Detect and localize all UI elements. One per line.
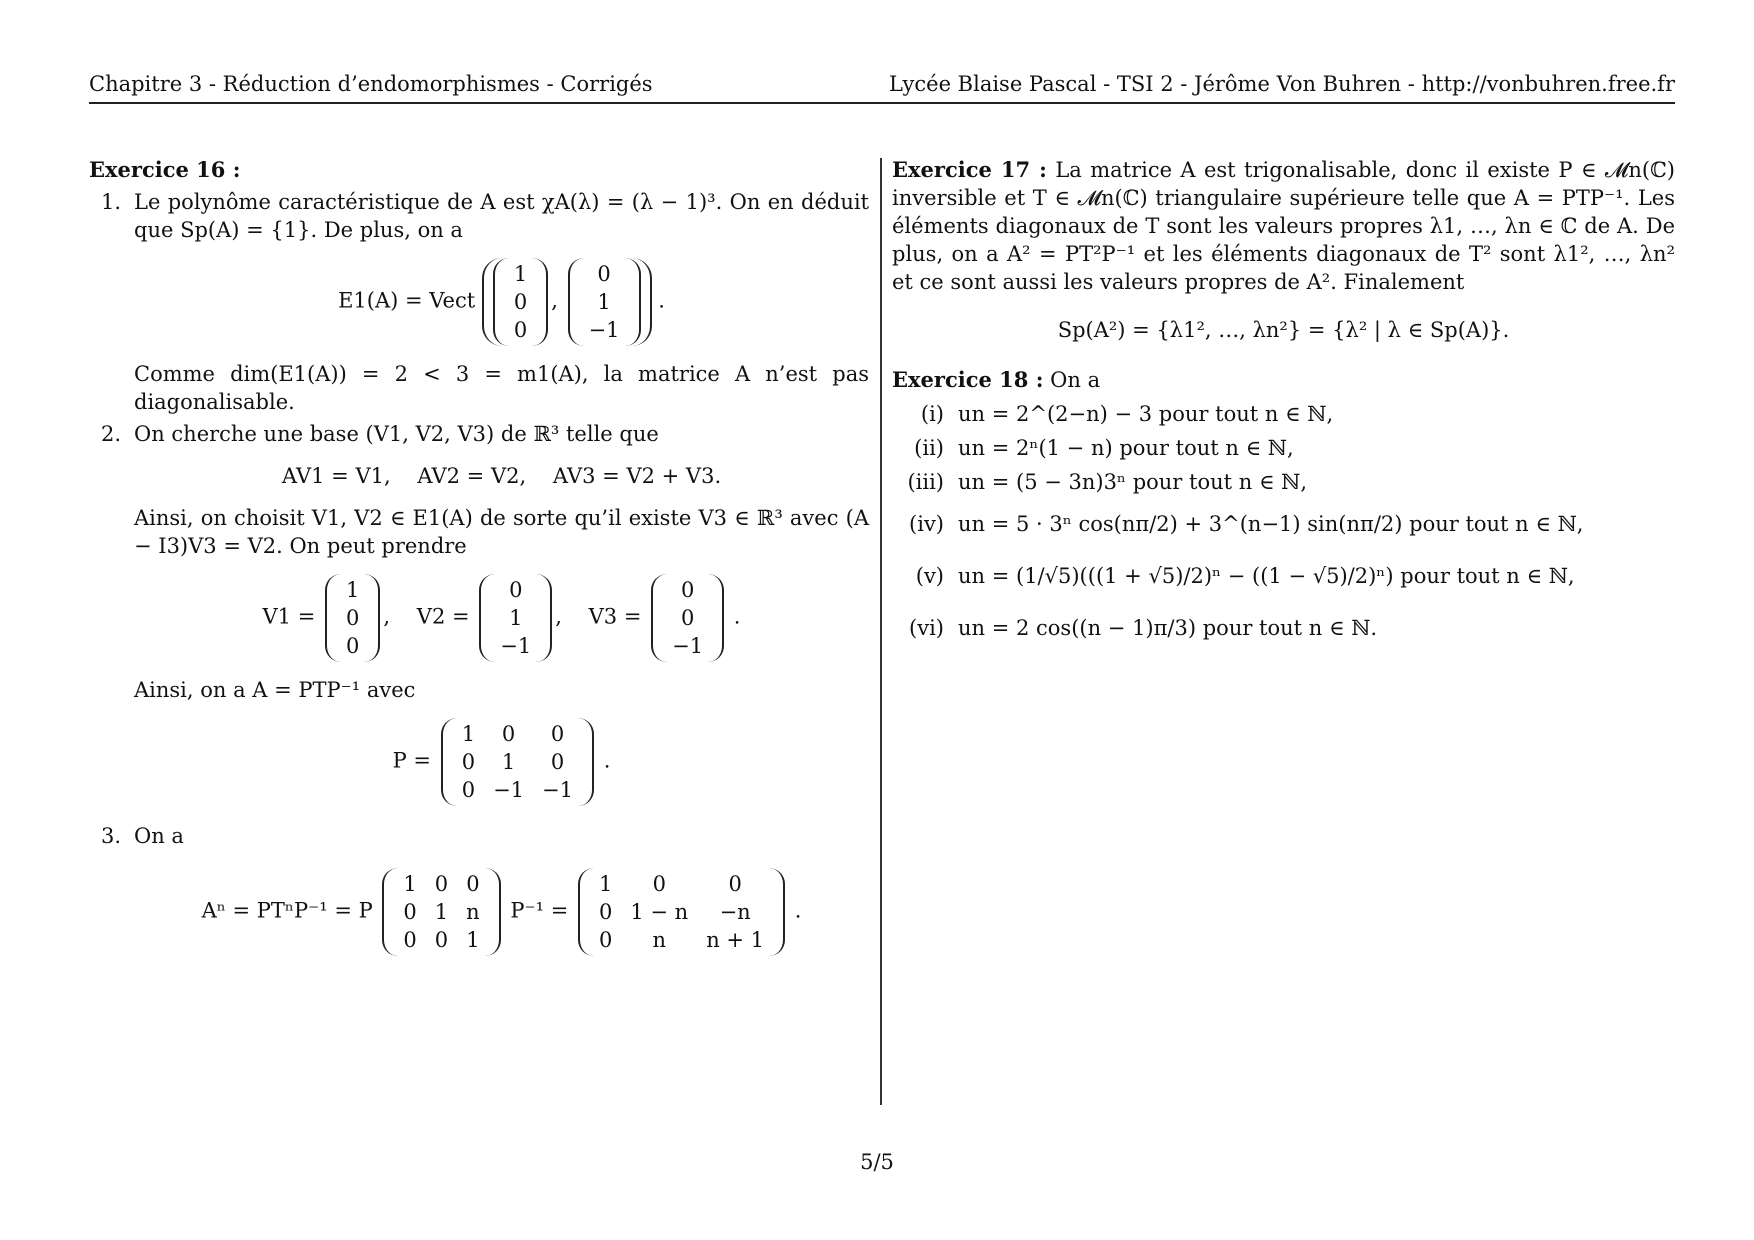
matrix-cell: 0 <box>466 872 480 896</box>
eigenvector-1 <box>493 258 548 346</box>
header-chapter-title: Chapitre 3 - Réduction d’endomorphismes - Corrigés <box>89 72 653 96</box>
ex16-item-1-number: 1. <box>101 190 122 214</box>
matrix-cell: 0 <box>501 722 516 746</box>
basis-equations: AV1 = V1, AV2 = V2, AV3 = V2 + V3. <box>281 464 722 488</box>
matrix-cell: −1 <box>588 318 620 342</box>
vector-v2 <box>479 574 552 662</box>
ex18-item-number: (vi) <box>909 616 944 640</box>
matrix-cell: 1 <box>434 900 449 924</box>
matrix-tn <box>382 868 500 956</box>
matrix-cell: n <box>466 900 480 924</box>
ex16-item-2-text: On cherche une base (V1, V2, V3) de ℝ³ telle que <box>134 422 659 446</box>
matrix-cell: 0 <box>509 578 523 602</box>
ex16-item-3 <box>89 822 869 956</box>
ex16-item-1-conclusion: Comme dim(E1(A)) = 2 < 3 = m1(A), la matrice A n’est pas diagonalisable. <box>134 362 869 414</box>
ex18-block <box>892 366 1675 394</box>
matrix-cell: n <box>652 928 667 952</box>
page-header <box>89 72 1675 104</box>
matrix-cell: 0 <box>598 928 613 952</box>
ex18-item-formula: un = 5 · 3ⁿ cos(nπ/2) + 3^(n−1) sin(nπ/2) pour tout n ∈ ℕ, <box>958 512 1584 536</box>
matrix-cell: 1 <box>598 872 613 896</box>
matrix-cell: 0 <box>680 578 695 602</box>
ex16-item-1 <box>89 188 869 416</box>
matrix-cell: 0 <box>598 900 613 924</box>
ex16-item-3-text: On a <box>134 824 184 848</box>
ex18-item-i <box>892 400 1675 430</box>
matrix-cell: 0 <box>346 606 360 630</box>
ex16-item-2-choice: Ainsi, on choisit V1, V2 ∈ E1(A) de sorte qu’il existe V3 ∈ ℝ³ avec (A − I3)V3 = V2. On peut prendre <box>134 506 869 558</box>
ex18-item-formula: un = (5 − 3n)3ⁿ pour tout n ∈ ℕ, <box>958 470 1308 494</box>
matrix-cell: 0 <box>403 928 417 952</box>
matrix-cell: 1 <box>597 290 611 314</box>
matrix-cell: 1 <box>466 928 480 952</box>
ex16-item-3-number: 3. <box>101 824 122 848</box>
ex17-text: La matrice A est trigonalisable, donc il existe P ∈ 𝓜n(ℂ) inversible et T ∈ 𝓜n(ℂ) triangulaire supérieure telle que A = PTP⁻¹. Les éléments diagonaux de T sont les valeurs propres λ1, …, λn ∈ ℂ de A. De plus, on a A² = PT²P⁻¹ et les éléments diagonaux de T² sont λ1², …, λn² et ce sont aussi les valeurs propres de A². Finalement <box>892 158 1675 294</box>
ex17-block <box>892 156 1675 296</box>
ex18-list <box>892 400 1675 644</box>
matrix-cell: 0 <box>346 634 360 658</box>
v3-label: V3 = <box>588 604 642 629</box>
right-column <box>892 156 1675 648</box>
ex18-title: Exercice 18 : <box>892 367 1044 392</box>
matrix-cell: −1 <box>500 634 532 658</box>
ex16-item-2 <box>89 420 869 806</box>
ex18-item-v <box>892 562 1675 592</box>
v2-label: V2 = <box>416 604 470 629</box>
page-number: 5/5 <box>860 1150 894 1174</box>
ex16-item-2-factorization: Ainsi, on a A = PTP⁻¹ avec <box>134 678 416 702</box>
p-label: P = <box>392 748 432 773</box>
matrix-cell: 0 <box>461 778 476 802</box>
eigenvector-2 <box>568 258 641 346</box>
matrix-cell: n + 1 <box>706 928 765 952</box>
matrix-cell: 0 <box>680 606 695 630</box>
ex18-item-formula: un = (1/√5)(((1 + √5)/2)ⁿ − ((1 − √5)/2)ⁿ) pour tout n ∈ ℕ, <box>958 564 1575 588</box>
matrix-cell: 0 <box>550 722 565 746</box>
vect-paren: 1 0 0 , 0 1 −1 <box>482 258 652 346</box>
matrix-cell: 1 <box>403 872 417 896</box>
ex18-intro: On a <box>1050 368 1101 392</box>
ex16-item-2-number: 2. <box>101 422 122 446</box>
power-lhs: Aⁿ = PTⁿP⁻¹ = P <box>201 898 373 923</box>
matrix-cell: 1 <box>346 578 360 602</box>
ex18-item-formula: un = 2^(2−n) − 3 pour tout n ∈ ℕ, <box>958 402 1334 426</box>
header-author-info: Lycée Blaise Pascal - TSI 2 - Jérôme Von Buhren - http://vonbuhren.free.fr <box>888 72 1675 96</box>
matrix-an <box>578 868 785 956</box>
matrix-cell: 1 − n <box>630 900 689 924</box>
ex18-item-number: (v) <box>915 564 944 588</box>
ex16-title: Exercice 16 : <box>89 157 241 182</box>
eigenspace-equation: E1(A) = Vect 1 0 0 , 0 1 −1 . <box>134 258 869 346</box>
ex18-item-formula: un = 2 cos((n − 1)π/3) pour tout n ∈ ℕ. <box>958 616 1378 640</box>
left-column <box>89 156 869 970</box>
matrix-cell: 0 <box>513 318 528 342</box>
column-divider <box>880 158 882 1105</box>
vector-v1 <box>325 574 380 662</box>
matrix-cell: 1 <box>509 606 523 630</box>
ex18-item-iv <box>892 510 1675 540</box>
matrix-cell: 0 <box>403 900 417 924</box>
power-equation: Aⁿ = PTⁿP⁻¹ = P 1 0 0 0 1 n 0 0 1 P⁻¹ = 1 0 0 0 1 − n −n 0 n n + 1 . <box>134 868 869 956</box>
matrix-cell: 0 <box>728 872 742 896</box>
matrix-cell: 0 <box>434 872 449 896</box>
ex17-title: Exercice 17 : <box>892 157 1047 182</box>
ex18-item-iii <box>892 468 1675 498</box>
matrix-cell: −1 <box>493 778 525 802</box>
basis-vectors: V1 = 1 0 0 , V2 = 0 1 −1 , V3 = 0 0 −1 . <box>134 574 869 662</box>
matrix-p-equation: P = 1 0 0 0 1 0 0 −1 −1 . <box>134 718 869 806</box>
matrix-cell: −1 <box>672 634 704 658</box>
matrix-cell: 1 <box>513 262 528 286</box>
ex18-item-number: (ii) <box>914 436 944 460</box>
ex18-item-ii <box>892 434 1675 464</box>
power-mid: P⁻¹ = <box>510 898 569 923</box>
matrix-cell: 0 <box>434 928 449 952</box>
ex16-item-1-text: Le polynôme caractéristique de A est χA(λ) = (λ − 1)³. On en déduit que Sp(A) = {1}. De plus, on a <box>134 190 869 242</box>
matrix-cell: 0 <box>513 290 528 314</box>
matrix-cell: −1 <box>542 778 574 802</box>
ex17-spectrum-equation: Sp(A²) = {λ1², …, λn²} = {λ² | λ ∈ Sp(A)}. <box>1057 318 1510 342</box>
matrix-cell: 0 <box>597 262 611 286</box>
ex18-item-number: (iii) <box>907 470 944 494</box>
matrix-p <box>441 718 594 806</box>
vector-v3 <box>651 574 724 662</box>
matrix-cell: 0 <box>550 750 565 774</box>
eigenspace-lhs: E1(A) = Vect <box>338 288 476 313</box>
v1-label: V1 = <box>262 604 316 629</box>
ex18-item-vi <box>892 614 1675 644</box>
ex18-item-number: (iv) <box>909 512 944 536</box>
matrix-cell: 1 <box>501 750 516 774</box>
matrix-cell: 0 <box>652 872 666 896</box>
matrix-cell: 0 <box>461 750 476 774</box>
matrix-cell: −n <box>719 900 751 924</box>
matrix-cell: 1 <box>461 722 476 746</box>
ex18-item-number: (i) <box>920 402 944 426</box>
ex18-item-formula: un = 2ⁿ(1 − n) pour tout n ∈ ℕ, <box>958 436 1294 460</box>
